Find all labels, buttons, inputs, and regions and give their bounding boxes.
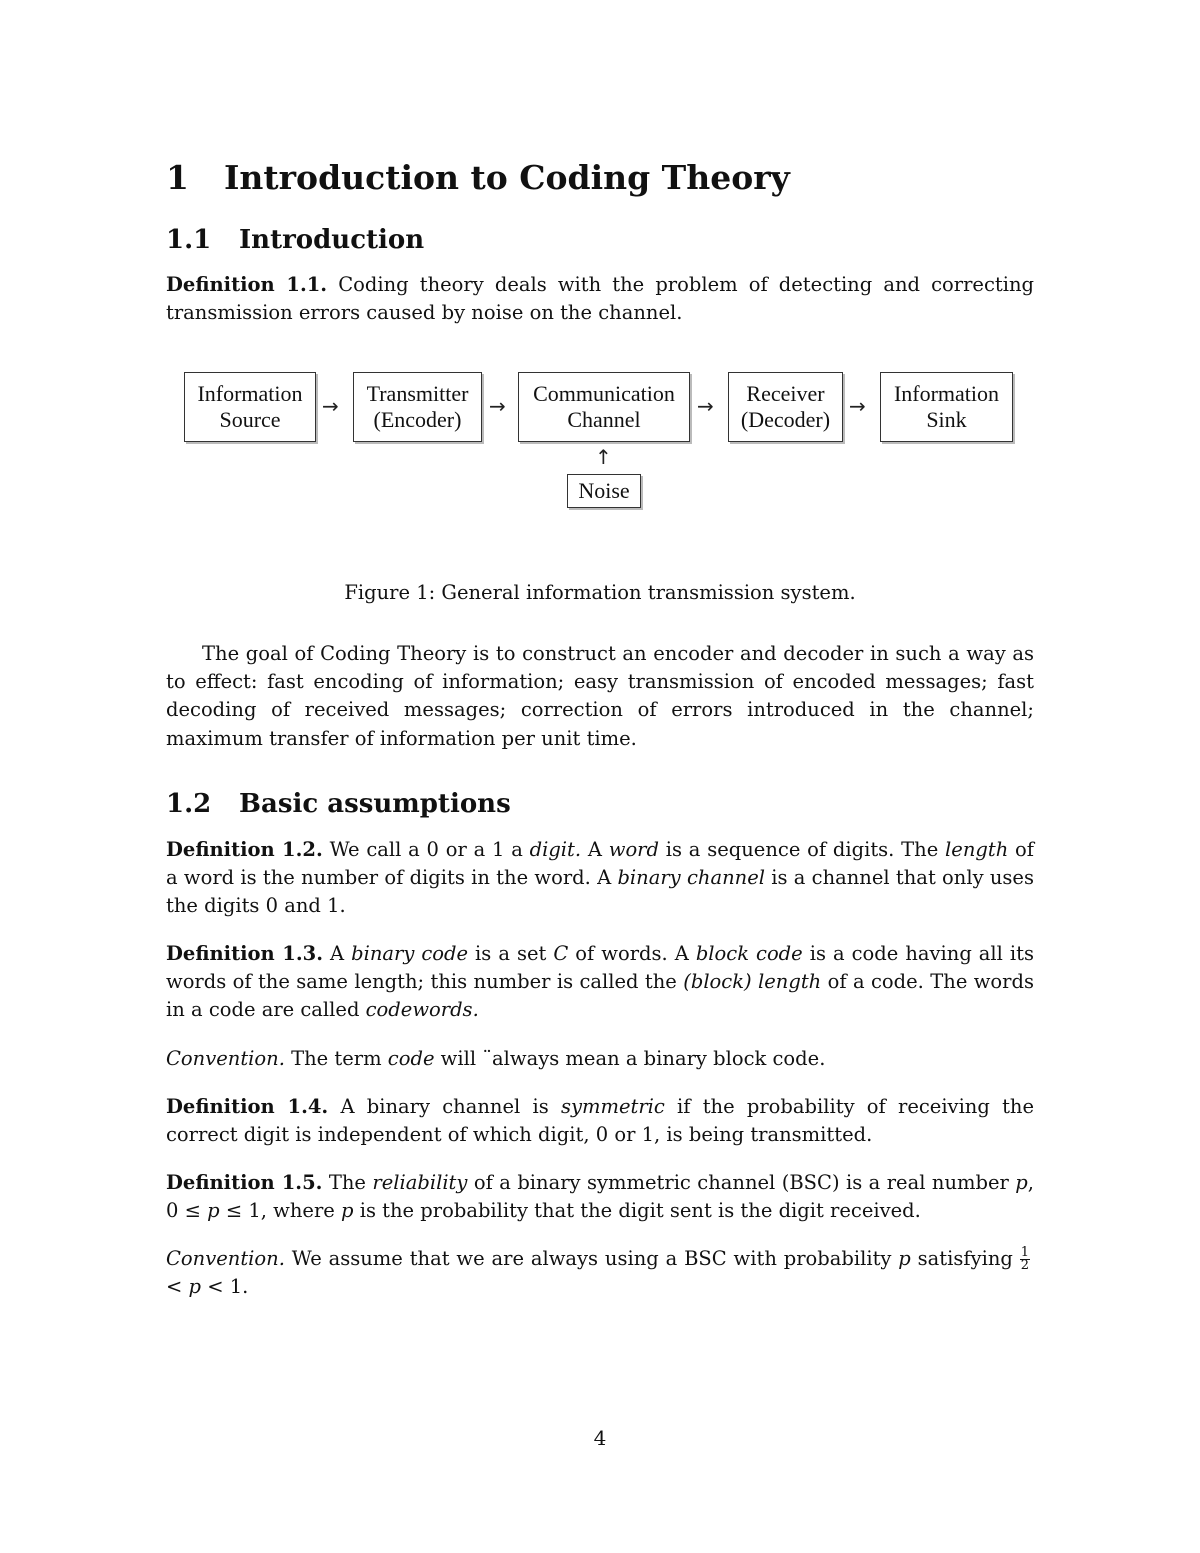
- subsection-number: 1.1: [166, 225, 212, 255]
- box-line: Sink: [926, 407, 967, 432]
- convention-text: satisfying: [910, 1247, 1020, 1270]
- term-digit: digit.: [529, 838, 582, 861]
- box-line: (Encoder): [373, 407, 462, 432]
- definition-text: A: [581, 838, 609, 861]
- fraction-denominator: 2: [1020, 1258, 1030, 1273]
- math-p: p: [1015, 1171, 1028, 1194]
- box-line: Communication: [533, 381, 675, 406]
- section-heading: [166, 158, 790, 197]
- convention-text: <: [166, 1275, 189, 1299]
- term-codewords: codewords.: [365, 998, 479, 1022]
- communication-channel-box: [518, 372, 690, 442]
- box-line: (Decoder): [740, 407, 831, 432]
- convention-text: We assume that we are always using a BSC with probability: [284, 1247, 899, 1270]
- definition-label: Definition 1.1.: [166, 273, 328, 296]
- definition-1-1: [166, 271, 1034, 327]
- definition-text: of a word is the number of digits in the word. A: [166, 838, 1035, 890]
- term-word: word: [608, 838, 659, 861]
- term-binary-channel: binary channel: [617, 866, 765, 890]
- convention-2: [166, 1245, 1034, 1301]
- right-arrow-icon: →: [322, 394, 339, 418]
- right-arrow-icon: →: [489, 394, 506, 418]
- term-block-code: block code: [695, 942, 803, 965]
- receiver-box: [728, 372, 843, 442]
- noise-box: [567, 474, 641, 508]
- convention-text: < 1.: [201, 1275, 249, 1299]
- definition-1-3: [166, 940, 1034, 1025]
- subsection-title: Introduction: [239, 225, 425, 255]
- definition-text: is a channel that only uses the digits 0 and 1.: [166, 866, 1034, 918]
- information-source-box: [184, 372, 316, 442]
- definition-text: The: [322, 1171, 373, 1194]
- box-line: Transmitter: [366, 381, 469, 406]
- transmitter-box: [353, 372, 482, 442]
- box-line: Source: [219, 407, 281, 432]
- up-arrow-icon: ↑: [595, 445, 612, 469]
- goal-paragraph: The goal of Coding Theory is to construct an encoder and decoder in such a way as to effect: fast encoding of information; easy transmission of encoded messages; fast decoding of received messages; correction of errors introduced in the channel; maximum transfer of information per unit time.: [166, 642, 1034, 750]
- subsection-title: Basic assumptions: [239, 789, 511, 819]
- box-line: Receiver: [746, 381, 825, 406]
- definition-text: is the probability that the digit sent is the digit received.: [353, 1199, 921, 1223]
- definition-text: of words. A: [568, 942, 696, 965]
- page-number: 4: [593, 1426, 607, 1450]
- section-number: 1: [166, 158, 189, 197]
- term-symmetric: symmetric: [560, 1095, 665, 1118]
- definition-text: is a set: [468, 942, 554, 965]
- convention-label: Convention.: [166, 1247, 285, 1270]
- term-binary-code: binary code: [351, 942, 469, 965]
- subsection-number: 1.2: [166, 789, 212, 819]
- definition-text: , 0 ≤: [166, 1171, 1034, 1223]
- definition-text: is a code having all its words of the same length; this number is called the: [166, 942, 1035, 994]
- definition-1-5: [166, 1169, 1034, 1225]
- box-line: Information: [197, 381, 303, 406]
- math-p: p: [898, 1247, 911, 1270]
- convention-text: The term: [284, 1047, 388, 1070]
- subsection-heading-1: [166, 225, 424, 255]
- definition-text: is a sequence of digits. The: [659, 838, 946, 861]
- figure-caption: Figure 1: General information transmission system.: [344, 581, 856, 604]
- box-line: Information: [893, 381, 1000, 406]
- convention-text: will ¨always mean a binary block code.: [434, 1047, 826, 1070]
- box-line: Noise: [578, 478, 630, 503]
- definition-text: of a code. The words in a code are called: [166, 970, 1034, 1022]
- definition-text: A: [323, 942, 352, 965]
- term-code: code: [387, 1047, 435, 1070]
- convention-label: Convention.: [166, 1047, 285, 1070]
- term-reliability: reliability: [372, 1171, 468, 1194]
- definition-1-4: [166, 1093, 1034, 1149]
- term-block-length: (block) length: [683, 970, 822, 994]
- definition-label: Definition 1.4.: [166, 1095, 329, 1118]
- definition-label: Definition 1.3.: [166, 942, 323, 965]
- definition-text: A binary channel is: [328, 1095, 561, 1118]
- box-line: Channel: [567, 407, 641, 432]
- definition-text: of a binary symmetric channel (BSC) is a real number: [467, 1171, 1016, 1194]
- definition-text: Coding theory deals with the problem of detecting and correcting transmission errors caused by noise on the channel.: [166, 273, 1034, 325]
- definition-text: if the probability of receiving the correct digit is independent of which digit, 0 or 1, is being transmitted.: [166, 1095, 1035, 1147]
- math-p: p: [207, 1199, 220, 1223]
- subsection-heading-2: [166, 789, 511, 819]
- term-length: length: [945, 838, 1009, 861]
- right-arrow-icon: →: [697, 394, 714, 418]
- fraction-numerator: 1: [1020, 1245, 1030, 1260]
- convention-1: [166, 1045, 1034, 1073]
- definition-1-2: [166, 836, 1034, 921]
- definition-text: ≤ 1, where: [219, 1199, 342, 1223]
- definition-text: We call a 0 or a 1 a: [322, 838, 530, 861]
- right-arrow-icon: →: [849, 394, 866, 418]
- definition-label: Definition 1.5.: [166, 1171, 323, 1194]
- math-p: p: [341, 1199, 354, 1223]
- information-sink-box: [880, 372, 1013, 442]
- math-C: C: [553, 942, 569, 965]
- fraction-one-half: [1020, 1247, 1030, 1272]
- math-p: p: [188, 1275, 202, 1299]
- definition-label: Definition 1.2.: [166, 838, 323, 861]
- section-title: Introduction to Coding Theory: [224, 158, 790, 197]
